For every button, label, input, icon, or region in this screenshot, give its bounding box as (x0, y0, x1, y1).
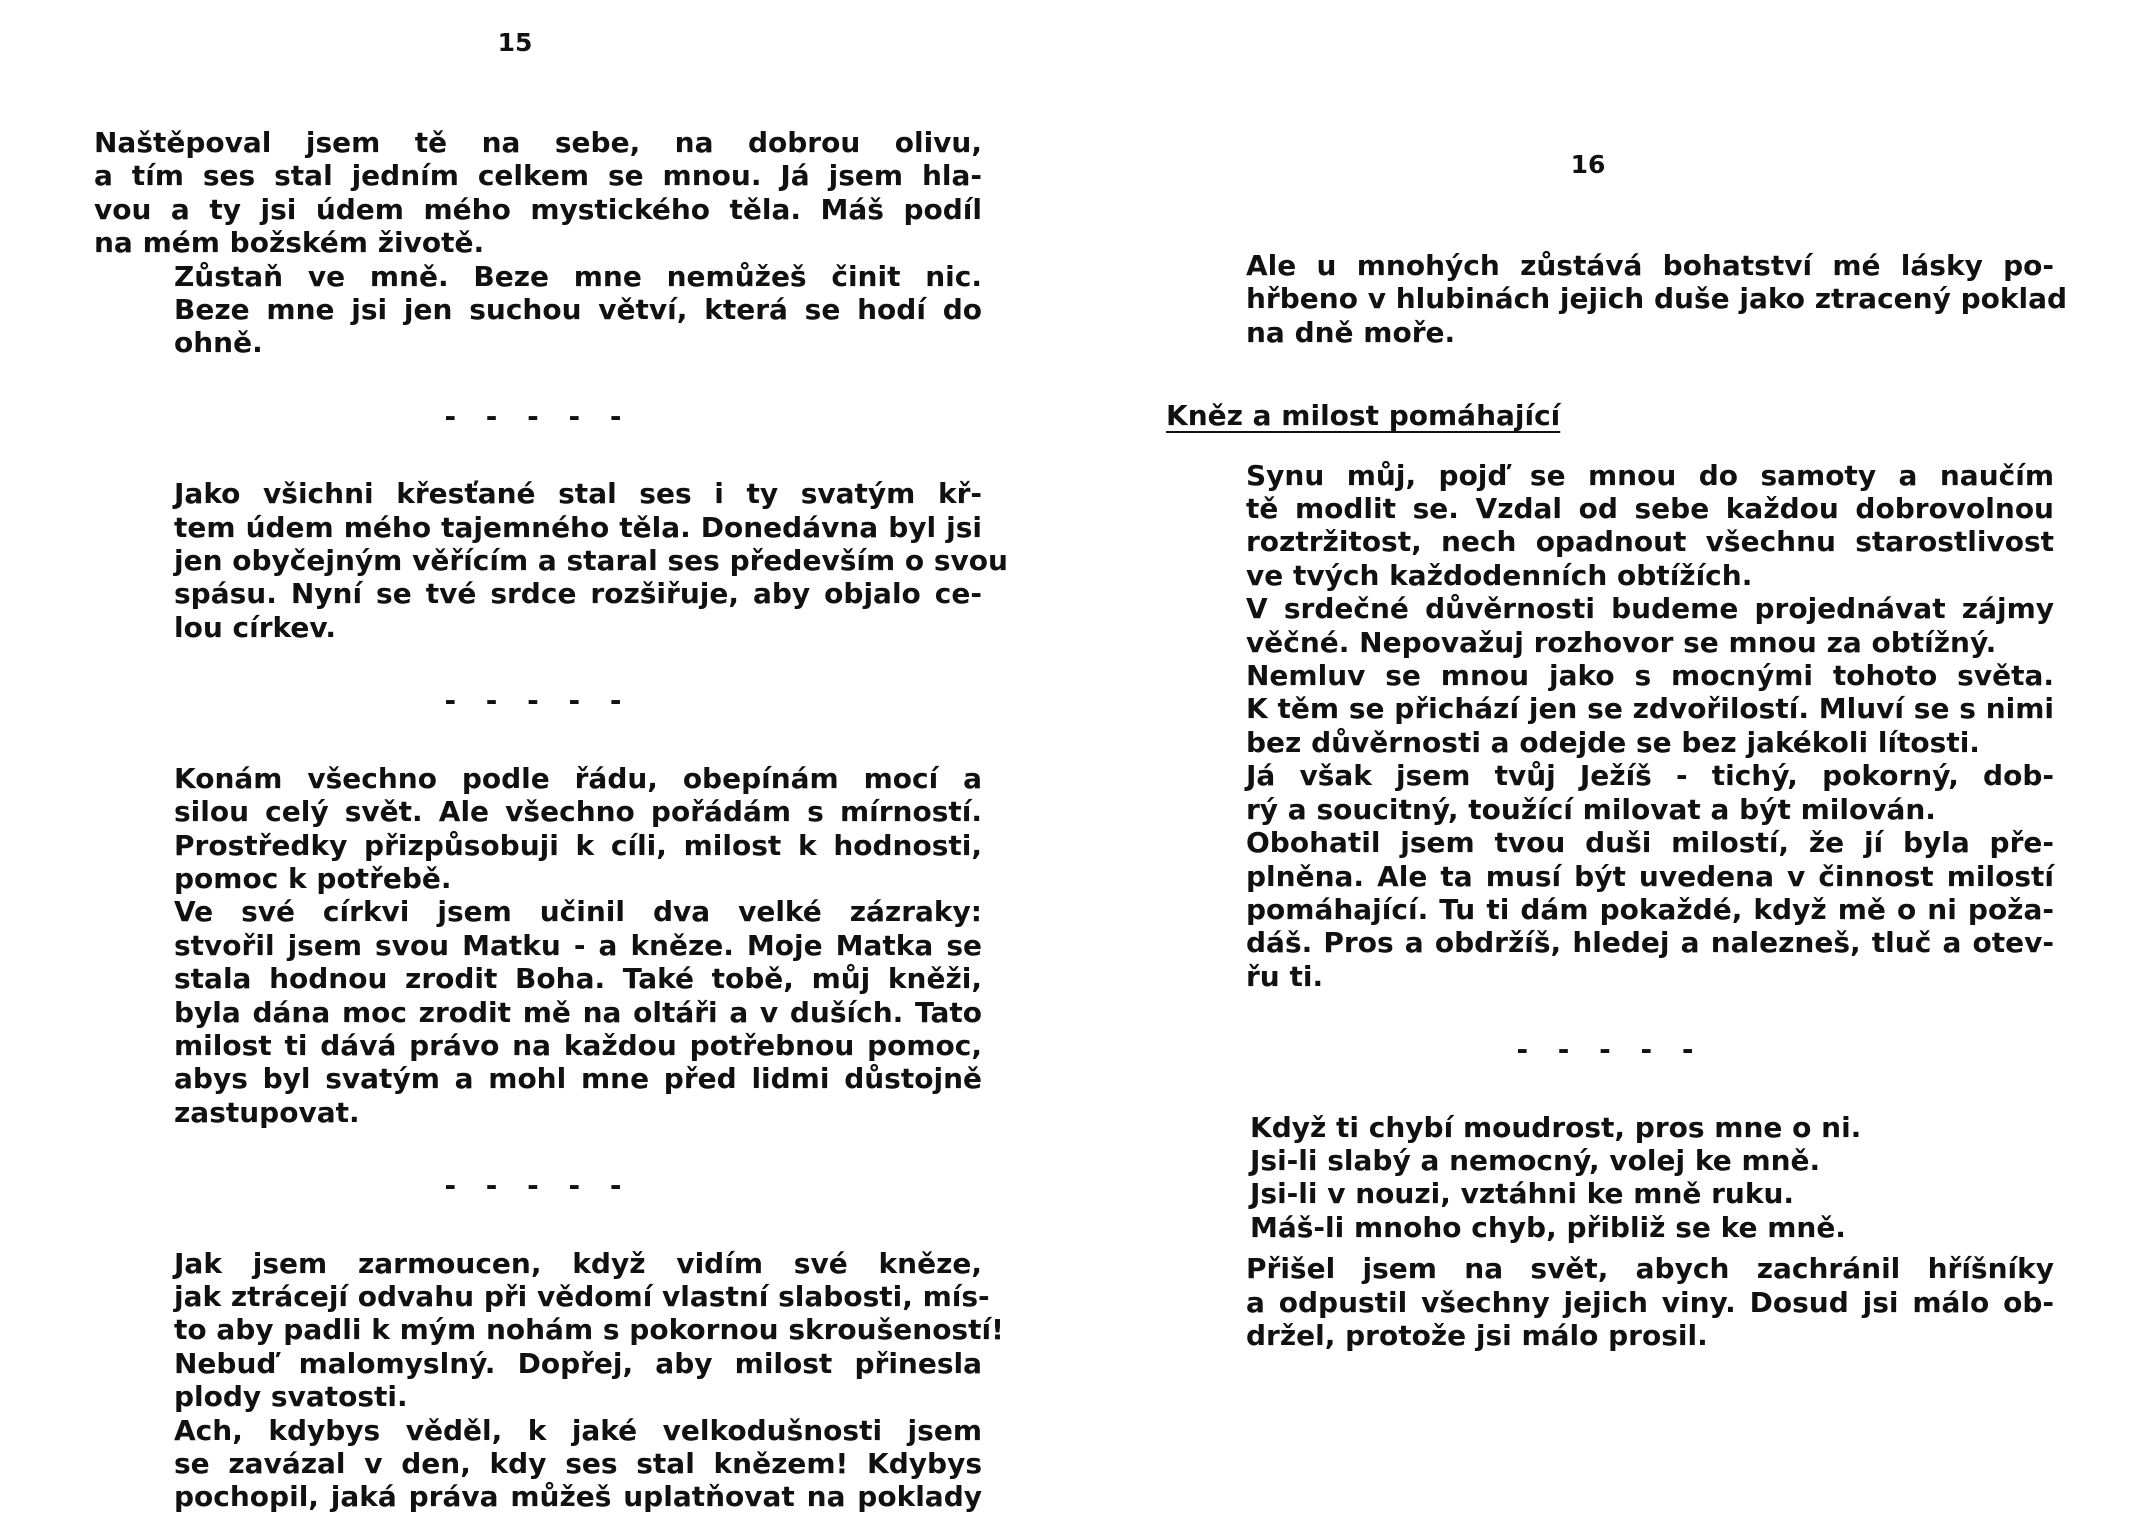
line: Nemluv se mnou jako s mocnými tohoto světa. (1246, 659, 2054, 693)
line: Beze mne jsi jen suchou větví, která se hodí do (174, 293, 982, 327)
line: Přišel jsem na svět, abych zachránil hříšníky (1246, 1252, 2054, 1286)
poem (1166, 1111, 2054, 1245)
line: V srdečné důvěrnosti budeme projednávat zájmy (1246, 592, 2054, 626)
paragraph-left-8 (94, 1414, 982, 1514)
line: spásu. Nyní se tvé srdce rozšiřuje, aby objalo ce- (174, 577, 982, 611)
section-heading: Kněz a milost pomáhající (1166, 399, 1561, 433)
paragraph-left-4 (94, 762, 982, 896)
line: tě modlit se. Vzdal od sebe každou dobrovolnou (1246, 492, 2054, 526)
line: silou celý svět. Ale všechno pořádám s mírností. (174, 795, 982, 829)
left-page-text (94, 126, 1008, 1514)
line: rý a soucitný, toužící milovat a být milován. (1246, 792, 1936, 826)
line: Jako všichni křesťané stal ses i ty svatým kř- (174, 477, 982, 511)
line: K těm se přichází jen se zdvořilostí. Mluví se s nimi (1246, 692, 2054, 726)
line: ve tvých každodenních obtížích. (1246, 558, 1753, 592)
line: pochopil, jaká práva můžeš uplatňovat na poklady (174, 1480, 982, 1514)
paragraph-right-1 (1166, 459, 2054, 593)
line: vou a ty jsi údem mého mystického těla. Máš podíl (94, 192, 982, 226)
paragraph-right-2 (1166, 592, 2054, 659)
separator: - - - - - (444, 399, 632, 433)
line: Nebuď malomyslný. Dopřej, aby milost přinesla (174, 1346, 982, 1380)
poem-line: Jsi-li slabý a nemocný, volej ke mně. (1250, 1143, 1821, 1177)
line: věčné. Nepovažuj rozhovor se mnou za obtížný. (1246, 625, 1997, 659)
paragraph-right-5 (1166, 826, 2054, 993)
line: Ach, kdybys věděl, k jaké velkodušnosti jsem (174, 1413, 982, 1447)
line: se zavázal v den, kdy ses stal knězem! Kdybys (174, 1447, 982, 1480)
poem-line: Jsi-li v nouzi, vztáhni ke mně ruku. (1250, 1177, 1795, 1211)
line: Obohatil jsem tvou duši milostí, že jí byla pře- (1246, 826, 2054, 860)
closing-paragraph (1166, 1252, 2054, 1352)
line: roztržitost, nech opadnout všechnu starostlivost (1246, 525, 2054, 559)
poem-line: Máš-li mnoho chyb, přibliž se ke mně. (1250, 1210, 1846, 1244)
line: tem údem mého tajemného těla. Donedávna byl jsi (174, 510, 982, 544)
separator: - - - - - (444, 684, 632, 718)
line: Konám všechno podle řádu, obepínám mocí a (174, 761, 982, 795)
separator: - - - - - (444, 1169, 632, 1203)
line: milost ti dává právo na každou potřebnou pomoc, (174, 1028, 982, 1062)
line: Jak jsem zarmoucen, když vidím své kněze, (174, 1246, 982, 1280)
line: ohně. (174, 326, 263, 360)
line: hřbeno v hlubinách jejich duše jako ztracený poklad (1246, 282, 2068, 316)
line: plněna. Ale ta musí být uvedena v činnost milostí (1246, 859, 2054, 893)
line: a tím ses stal jedním celkem se mnou. Já jsem hla- (94, 159, 982, 193)
line: Naštěpoval jsem tě na sebe, na dobrou olivu, (94, 126, 982, 159)
page-number-right: 16 (1570, 150, 1606, 179)
line: Ve své církvi jsem učinil dva velké zázraky: (174, 895, 982, 929)
line: bez důvěrnosti a odejde se bez jakékoli lítosti. (1246, 725, 1980, 759)
line: pomáhající. Tu ti dám pokaždé, když mě o ni poža- (1246, 892, 2054, 926)
line: jak ztrácejí odvahu při vědomí vlastní slabosti, mís- (174, 1279, 990, 1313)
poem-line: Když ti chybí moudrost, pros mne o ni. (1250, 1110, 1862, 1144)
line: Já však jsem tvůj Ježíš - tichý, pokorný, dob- (1246, 759, 2054, 793)
line: to aby padli k mým nohám s pokornou skroušeností! (174, 1313, 1004, 1347)
line: Prostředky přizpůsobuji k cíli, milost k hodnosti, (174, 828, 982, 862)
line: Zůstaň ve mně. Beze mne nemůžeš činit nic. (174, 259, 982, 293)
line: a odpustil všechny jejich viny. Dosud jsi málo ob- (1246, 1285, 2054, 1319)
line: jen obyčejným věřícím a staral ses především o svou (174, 544, 1008, 578)
separator: - - - - - (1516, 1033, 1704, 1067)
paragraph-left-2 (94, 260, 982, 360)
paragraph-left-7 (94, 1347, 982, 1414)
right-page-text (1166, 249, 2068, 1352)
page-number-left: 15 (497, 28, 533, 57)
line: na mém božském životě. (94, 226, 485, 260)
paragraph-right-4 (1166, 759, 2054, 826)
line: Ale u mnohých zůstává bohatství mé lásky po- (1246, 249, 2054, 282)
line: dáš. Pros a obdržíš, hledej a nalezneš, tluč a otev- (1246, 926, 2054, 960)
line: Synu můj, pojď se mnou do samoty a naučím (1246, 458, 2054, 492)
paragraph-left-6 (94, 1246, 1004, 1347)
line: lou církev. (174, 610, 336, 644)
line: držel, protože jsi málo prosil. (1246, 1318, 1708, 1352)
line: plody svatosti. (174, 1380, 408, 1414)
paragraph-right-3 (1166, 659, 2054, 759)
paragraph-left-3 (94, 477, 1008, 644)
line: abys byl svatým a mohl mne před lidmi důstojně (174, 1062, 982, 1096)
line: zastupovat. (174, 1095, 360, 1129)
line: stvořil jsem svou Matku - a kněze. Moje Matka se (174, 928, 982, 962)
paragraph-left-5 (94, 895, 982, 1129)
intro-paragraph (1166, 249, 2068, 349)
line: byla dána moc zrodit mě na oltáři a v duších. Tato (174, 995, 982, 1029)
line: pomoc k potřebě. (174, 861, 452, 895)
line: na dně moře. (1246, 315, 1456, 349)
line: řu ti. (1246, 959, 1324, 993)
line: stala hodnou zrodit Boha. Také tobě, můj kněži, (174, 962, 982, 996)
paragraph-left-1 (94, 126, 982, 260)
